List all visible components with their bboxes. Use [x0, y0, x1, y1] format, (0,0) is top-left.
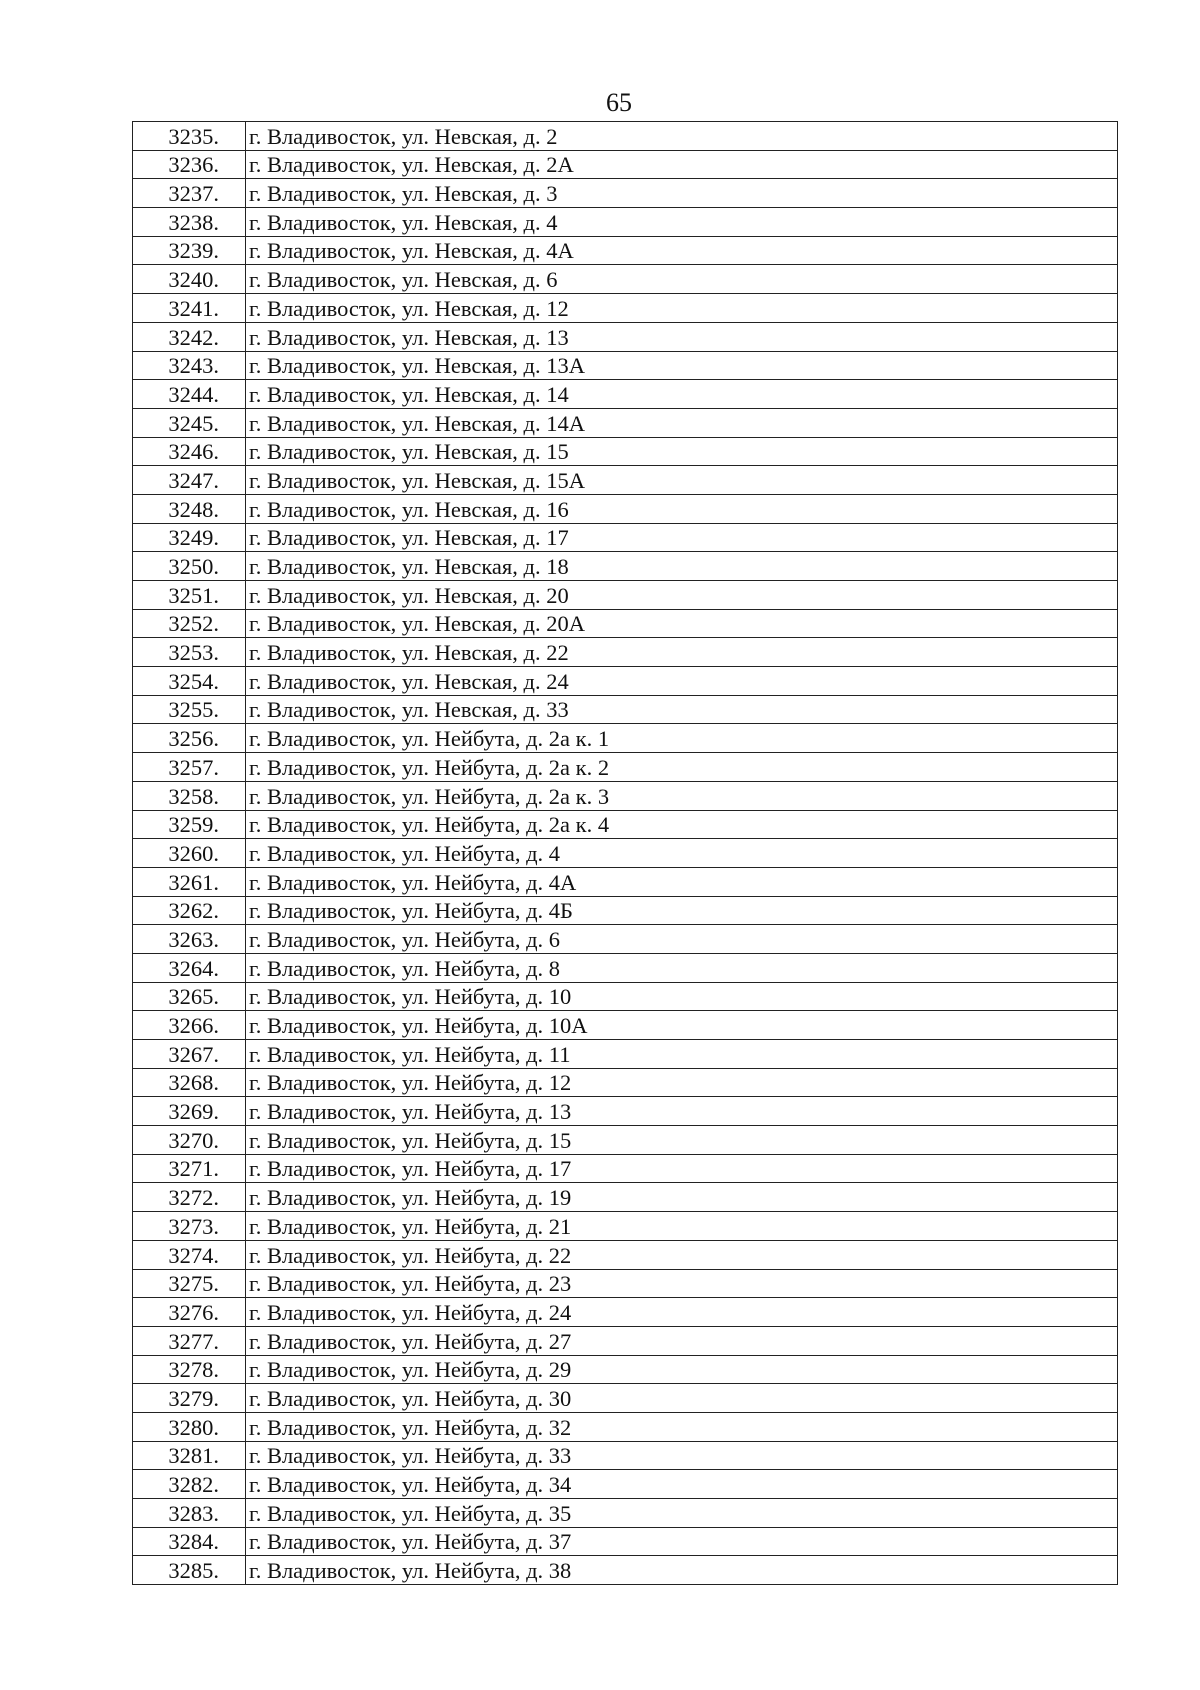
- row-number: 3281.: [133, 1441, 246, 1470]
- table-row: [133, 322, 1118, 351]
- row-address: г. Владивосток, ул. Невская, д. 17: [246, 523, 1118, 552]
- table-row: [133, 1527, 1118, 1556]
- row-number: 3243.: [133, 351, 246, 380]
- row-address: г. Владивосток, ул. Нейбута, д. 2а к. 3: [246, 781, 1118, 810]
- table-row: [133, 609, 1118, 638]
- row-address: г. Владивосток, ул. Нейбута, д. 10А: [246, 1011, 1118, 1040]
- row-number: 3254.: [133, 667, 246, 696]
- table-row: [133, 1384, 1118, 1413]
- row-number: 3245.: [133, 408, 246, 437]
- row-address: г. Владивосток, ул. Невская, д. 20А: [246, 609, 1118, 638]
- row-number: 3271.: [133, 1154, 246, 1183]
- table-row: [133, 753, 1118, 782]
- row-number: 3248.: [133, 494, 246, 523]
- table-row: [133, 1011, 1118, 1040]
- table-row: [133, 150, 1118, 179]
- address-table-body: [133, 122, 1118, 1585]
- row-number: 3269.: [133, 1097, 246, 1126]
- row-address: г. Владивосток, ул. Нейбута, д. 22: [246, 1240, 1118, 1269]
- row-number: 3246.: [133, 437, 246, 466]
- row-address: г. Владивосток, ул. Нейбута, д. 12: [246, 1068, 1118, 1097]
- row-address: г. Владивосток, ул. Невская, д. 2А: [246, 150, 1118, 179]
- row-address: г. Владивосток, ул. Невская, д. 18: [246, 552, 1118, 581]
- row-address: г. Владивосток, ул. Невская, д. 20: [246, 581, 1118, 610]
- row-number: 3257.: [133, 753, 246, 782]
- row-address: г. Владивосток, ул. Нейбута, д. 35: [246, 1499, 1118, 1528]
- row-number: 3274.: [133, 1240, 246, 1269]
- row-address: г. Владивосток, ул. Нейбута, д. 29: [246, 1355, 1118, 1384]
- row-number: 3284.: [133, 1527, 246, 1556]
- row-address: г. Владивосток, ул. Нейбута, д. 11: [246, 1040, 1118, 1069]
- table-row: [133, 208, 1118, 237]
- row-number: 3266.: [133, 1011, 246, 1040]
- table-row: [133, 1556, 1118, 1585]
- row-address: г. Владивосток, ул. Нейбута, д. 4: [246, 839, 1118, 868]
- table-row: [133, 1068, 1118, 1097]
- row-address: г. Владивосток, ул. Нейбута, д. 32: [246, 1412, 1118, 1441]
- row-address: г. Владивосток, ул. Невская, д. 16: [246, 494, 1118, 523]
- row-address: г. Владивосток, ул. Нейбута, д. 10: [246, 982, 1118, 1011]
- table-row: [133, 1441, 1118, 1470]
- row-address: г. Владивосток, ул. Нейбута, д. 30: [246, 1384, 1118, 1413]
- row-number: 3255.: [133, 695, 246, 724]
- row-number: 3268.: [133, 1068, 246, 1097]
- row-address: г. Владивосток, ул. Невская, д. 4: [246, 208, 1118, 237]
- table-row: [133, 552, 1118, 581]
- row-number: 3251.: [133, 581, 246, 610]
- row-address: г. Владивосток, ул. Невская, д. 15А: [246, 466, 1118, 495]
- table-row: [133, 408, 1118, 437]
- table-row: [133, 523, 1118, 552]
- row-number: 3237.: [133, 179, 246, 208]
- row-address: г. Владивосток, ул. Нейбута, д. 13: [246, 1097, 1118, 1126]
- row-number: 3259.: [133, 810, 246, 839]
- row-number: 3285.: [133, 1556, 246, 1585]
- row-address: г. Владивосток, ул. Нейбута, д. 2а к. 2: [246, 753, 1118, 782]
- row-number: 3282.: [133, 1470, 246, 1499]
- row-address: г. Владивосток, ул. Нейбута, д. 15: [246, 1126, 1118, 1155]
- row-number: 3247.: [133, 466, 246, 495]
- row-number: 3244.: [133, 380, 246, 409]
- row-address: г. Владивосток, ул. Невская, д. 13А: [246, 351, 1118, 380]
- row-number: 3256.: [133, 724, 246, 753]
- table-row: [133, 1126, 1118, 1155]
- table-row: [133, 810, 1118, 839]
- row-address: г. Владивосток, ул. Невская, д. 22: [246, 638, 1118, 667]
- row-number: 3263.: [133, 925, 246, 954]
- table-row: [133, 294, 1118, 323]
- row-number: 3272.: [133, 1183, 246, 1212]
- table-row: [133, 236, 1118, 265]
- address-table: [132, 121, 1118, 1585]
- table-row: [133, 638, 1118, 667]
- row-address: г. Владивосток, ул. Невская, д. 33: [246, 695, 1118, 724]
- row-address: г. Владивосток, ул. Нейбута, д. 2а к. 1: [246, 724, 1118, 753]
- row-number: 3252.: [133, 609, 246, 638]
- row-number: 3264.: [133, 953, 246, 982]
- row-number: 3267.: [133, 1040, 246, 1069]
- table-row: [133, 1097, 1118, 1126]
- row-address: г. Владивосток, ул. Невская, д. 14А: [246, 408, 1118, 437]
- row-number: 3277.: [133, 1326, 246, 1355]
- table-row: [133, 1040, 1118, 1069]
- row-number: 3270.: [133, 1126, 246, 1155]
- row-address: г. Владивосток, ул. Нейбута, д. 6: [246, 925, 1118, 954]
- row-number: 3239.: [133, 236, 246, 265]
- table-row: [133, 122, 1118, 151]
- row-address: г. Владивосток, ул. Невская, д. 13: [246, 322, 1118, 351]
- row-address: г. Владивосток, ул. Невская, д. 15: [246, 437, 1118, 466]
- table-row: [133, 1499, 1118, 1528]
- table-row: [133, 695, 1118, 724]
- table-row: [133, 1269, 1118, 1298]
- table-row: [133, 781, 1118, 810]
- row-number: 3265.: [133, 982, 246, 1011]
- table-row: [133, 380, 1118, 409]
- table-row: [133, 1412, 1118, 1441]
- row-address: г. Владивосток, ул. Нейбута, д. 34: [246, 1470, 1118, 1499]
- row-number: 3283.: [133, 1499, 246, 1528]
- table-row: [133, 839, 1118, 868]
- row-address: г. Владивосток, ул. Нейбута, д. 8: [246, 953, 1118, 982]
- table-row: [133, 466, 1118, 495]
- row-address: г. Владивосток, ул. Невская, д. 4А: [246, 236, 1118, 265]
- table-row: [133, 494, 1118, 523]
- row-address: г. Владивосток, ул. Нейбута, д. 4Б: [246, 896, 1118, 925]
- row-address: г. Владивосток, ул. Невская, д. 14: [246, 380, 1118, 409]
- row-number: 3261.: [133, 867, 246, 896]
- page-number: 65: [606, 88, 632, 117]
- row-number: 3275.: [133, 1269, 246, 1298]
- table-row: [133, 351, 1118, 380]
- table-row: [133, 1183, 1118, 1212]
- row-address: г. Владивосток, ул. Нейбута, д. 4А: [246, 867, 1118, 896]
- table-row: [133, 1212, 1118, 1241]
- row-address: г. Владивосток, ул. Невская, д. 3: [246, 179, 1118, 208]
- table-row: [133, 1298, 1118, 1327]
- table-row: [133, 1470, 1118, 1499]
- row-address: г. Владивосток, ул. Нейбута, д. 37: [246, 1527, 1118, 1556]
- table-row: [133, 265, 1118, 294]
- table-row: [133, 896, 1118, 925]
- row-address: г. Владивосток, ул. Нейбута, д. 24: [246, 1298, 1118, 1327]
- row-number: 3262.: [133, 896, 246, 925]
- row-address: г. Владивосток, ул. Нейбута, д. 19: [246, 1183, 1118, 1212]
- row-address: г. Владивосток, ул. Невская, д. 12: [246, 294, 1118, 323]
- row-address: г. Владивосток, ул. Нейбута, д. 38: [246, 1556, 1118, 1585]
- row-number: 3260.: [133, 839, 246, 868]
- row-number: 3279.: [133, 1384, 246, 1413]
- row-number: 3238.: [133, 208, 246, 237]
- table-row: [133, 867, 1118, 896]
- row-address: г. Владивосток, ул. Нейбута, д. 2а к. 4: [246, 810, 1118, 839]
- table-row: [133, 1355, 1118, 1384]
- row-address: г. Владивосток, ул. Нейбута, д. 17: [246, 1154, 1118, 1183]
- row-number: 3258.: [133, 781, 246, 810]
- row-number: 3235.: [133, 122, 246, 151]
- table-row: [133, 982, 1118, 1011]
- row-address: г. Владивосток, ул. Нейбута, д. 27: [246, 1326, 1118, 1355]
- row-number: 3241.: [133, 294, 246, 323]
- row-address: г. Владивосток, ул. Нейбута, д. 23: [246, 1269, 1118, 1298]
- table-row: [133, 179, 1118, 208]
- row-address: г. Владивосток, ул. Нейбута, д. 21: [246, 1212, 1118, 1241]
- row-number: 3250.: [133, 552, 246, 581]
- table-row: [133, 1154, 1118, 1183]
- row-number: 3253.: [133, 638, 246, 667]
- table-row: [133, 581, 1118, 610]
- row-number: 3236.: [133, 150, 246, 179]
- table-row: [133, 953, 1118, 982]
- table-row: [133, 1240, 1118, 1269]
- row-number: 3276.: [133, 1298, 246, 1327]
- row-number: 3249.: [133, 523, 246, 552]
- row-address: г. Владивосток, ул. Невская, д. 24: [246, 667, 1118, 696]
- row-number: 3273.: [133, 1212, 246, 1241]
- table-row: [133, 437, 1118, 466]
- row-address: г. Владивосток, ул. Невская, д. 6: [246, 265, 1118, 294]
- table-row: [133, 667, 1118, 696]
- row-address: г. Владивосток, ул. Невская, д. 2: [246, 122, 1118, 151]
- table-row: [133, 925, 1118, 954]
- table-row: [133, 724, 1118, 753]
- table-row: [133, 1326, 1118, 1355]
- row-address: г. Владивосток, ул. Нейбута, д. 33: [246, 1441, 1118, 1470]
- row-number: 3278.: [133, 1355, 246, 1384]
- row-number: 3280.: [133, 1412, 246, 1441]
- row-number: 3240.: [133, 265, 246, 294]
- row-number: 3242.: [133, 322, 246, 351]
